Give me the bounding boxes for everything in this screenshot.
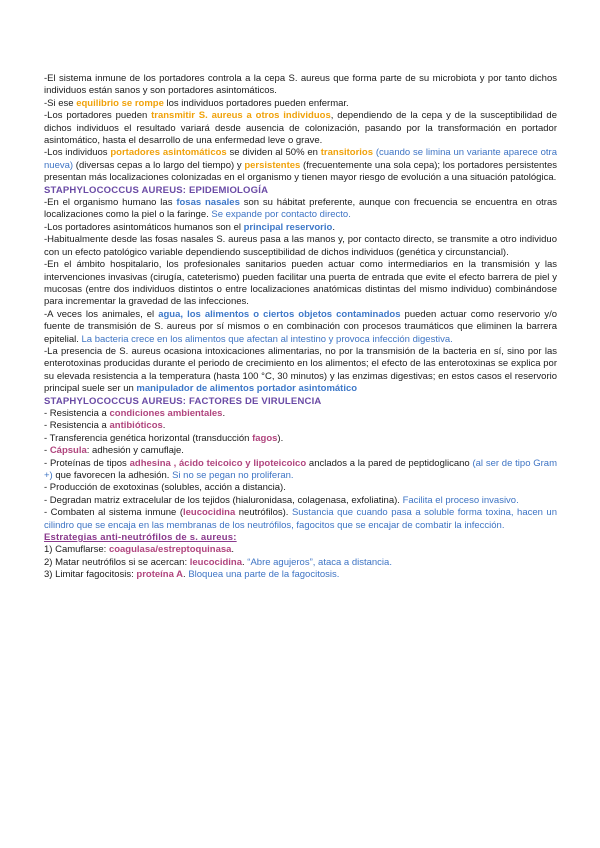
text: -Los portadores pueden bbox=[44, 110, 152, 122]
text: anclados a la pared de peptidoglicano bbox=[306, 457, 473, 469]
paragraph-transmission bbox=[44, 110, 557, 147]
highlight: coagulasa/estreptoquinasa bbox=[108, 544, 232, 556]
note: Facilita el proceso invasivo. bbox=[402, 494, 519, 506]
note-transient: (cuando se limina un variante aparece otra nueva) bbox=[44, 147, 558, 171]
paragraph-nasal bbox=[44, 197, 557, 222]
text: . bbox=[162, 420, 166, 432]
list-item bbox=[44, 569, 557, 581]
list-item bbox=[44, 507, 557, 532]
text: -Los portadores asintomáticos humanos son el bbox=[44, 221, 244, 233]
note-food: La bacteria crece en los alimentos que afectan al intestino y provoca infección digestiva. bbox=[81, 333, 453, 345]
text: 1) Camuflarse: bbox=[44, 544, 109, 556]
highlight-transient: transitorios bbox=[320, 147, 374, 159]
text: - Degradan matriz extracelular de los tejidos (hialuronidasa, colagenasa, exfoliatina). bbox=[44, 494, 403, 506]
text: . bbox=[222, 407, 226, 419]
highlight-contaminated: agua, los alimentos o ciertos objetos contaminados bbox=[158, 308, 401, 320]
text: -A veces los animales, el bbox=[44, 308, 159, 320]
text: -En el ámbito hospitalario, los profesionales sanitarios pueden actuar como intermediarios en la transmisión y las intervenciones invasivas (cirugía, cateterismo) pueden facilitar una puerta de entrada que evite el efecto barrera de piel y mucosas (entre dos individuos distintos o entre localizaciones anatómicas distintas del mismo individuo) combinándose para incrementar la gravedad de las infecciones. bbox=[44, 259, 557, 308]
highlight: leucocidina bbox=[189, 556, 242, 568]
note: (al ser de tipo Gram +) bbox=[44, 457, 558, 481]
highlight: Cápsula bbox=[49, 445, 87, 457]
list-item bbox=[44, 420, 557, 432]
highlight-persistent: persistentes bbox=[244, 159, 301, 171]
text: que favorecen la adhesión. bbox=[52, 470, 173, 481]
list-item bbox=[44, 458, 557, 483]
note: Sustancia que cuando pasa a soluble forma toxina, hacen un cilindro que se encaja en las membranas de los neutrófilos, fagocitos que se encajar de combatir la infección. bbox=[44, 507, 557, 531]
text: - Combaten al sistema inmune ( bbox=[44, 507, 183, 519]
highlight-reservoir: principal reservorio bbox=[243, 221, 333, 233]
text: - bbox=[44, 445, 50, 457]
highlight-nasal: fosas nasales bbox=[176, 197, 240, 209]
text: son su hábitat preferente, aunque con frecuencia se encuentra en otras localizaciones como la piel o la faringe. bbox=[44, 197, 557, 221]
text: - Proteínas de tipos bbox=[44, 457, 130, 469]
document-page bbox=[44, 73, 557, 582]
text: - Producción de exotoxinas (solubles, acción a distancia). bbox=[44, 482, 286, 494]
paragraph-animals bbox=[44, 309, 557, 346]
text: 3) Limitar fagocitosis: bbox=[44, 569, 137, 581]
highlight: fagos bbox=[252, 432, 278, 444]
list-item bbox=[44, 445, 557, 457]
list-item bbox=[44, 495, 557, 507]
note: Bloquea una parte de la fagocitosis. bbox=[188, 569, 340, 581]
text: : adhesión y camuflaje. bbox=[86, 445, 184, 457]
highlight: leucocidina bbox=[183, 507, 236, 519]
highlight-equilibrium: equilibrio se rompe bbox=[76, 97, 164, 109]
highlight-transmit: transmitir S. aureus a otros individuos bbox=[151, 110, 331, 122]
heading-virulence: STAPHYLOCOCCUS AUREUS: FACTORES DE VIRULENCIA bbox=[44, 395, 322, 407]
highlight: proteína A bbox=[136, 569, 184, 581]
text: . bbox=[183, 569, 189, 581]
note-contact: Se expande por contacto directo. bbox=[211, 209, 351, 221]
list-item bbox=[44, 433, 557, 445]
text: , dependiendo de la cepa y de la susceptibilidad de dichos individuos el resultado variará desde ausencia de colonización, pasando por la transformación en portador asintomático, hasta el desarrollo de una enfermedad leve o grave. bbox=[44, 110, 557, 147]
list-item bbox=[44, 482, 557, 494]
paragraph-immune-control bbox=[44, 73, 557, 98]
text: . bbox=[242, 556, 248, 568]
paragraph-food-poisoning bbox=[44, 346, 557, 396]
note: “Abre agujeros”, ataca a distancia. bbox=[247, 556, 392, 568]
text: (frecuentemente una sola cepa); los portadores persistentes presentan más localizaciones colonizadas en el organismo y tienen mayor riesgo de evolución a una situación patológica. bbox=[44, 159, 557, 184]
text: ). bbox=[277, 432, 284, 444]
heading-strategies: Estrategias anti-neutrófilos de s. aureus: bbox=[44, 532, 237, 544]
text: (diversas cepas a lo largo del tiempo) y bbox=[73, 159, 245, 171]
text: -Habitualmente desde las fosas nasales S. aureus pasa a las manos y, por contacto directo, se transmite a otro individuo con un efecto patológico variable dependiendo susceptibilidad de dichos individuos (genética y circunstancial). bbox=[44, 234, 557, 258]
paragraph-hands bbox=[44, 234, 557, 259]
text: -En el organismo humano las bbox=[44, 197, 177, 209]
paragraph-equilibrium bbox=[44, 98, 557, 110]
text: -Si ese bbox=[44, 97, 77, 109]
text: - Resistencia a bbox=[44, 420, 110, 432]
paragraph-carriers bbox=[44, 147, 557, 184]
text: -La presencia de S. aureus ocasiona intoxicaciones alimentarias, no por la transmisión de la bacteria en sí, sino por las enterotoxinas producidas durante el periodo de crecimiento en los alimentos; el efecto de las enterotoxinas se explica por su elevada resistencia a la temperatura (hasta 100 °C, 30 minutos) y las enzimas digestivas; en estos casos el reservorio principal suele ser un bbox=[44, 345, 557, 395]
text: - Transferencia genética horizontal (transducción bbox=[44, 432, 253, 444]
text: . bbox=[231, 544, 235, 556]
list-item bbox=[44, 544, 557, 556]
text: 2) Matar neutrófilos si se acercan: bbox=[44, 556, 190, 568]
text: se dividen al 50% en bbox=[226, 147, 321, 159]
text: pueden actuar como reservorio y/o fuente de transmisión de S. aureus por sí mismos o en combinación con procesos traumáticos que eliminen la barrera epitelial. bbox=[44, 308, 557, 345]
text: los individuos portadores pueden enfermar. bbox=[163, 97, 349, 109]
highlight-food-handler: manipulador de alimentos portador asintomático bbox=[136, 383, 358, 395]
list-item bbox=[44, 557, 557, 569]
paragraph-reservoir bbox=[44, 222, 557, 234]
text: -El sistema inmune de los portadores controla a la cepa S. aureus que forma parte de su microbiota y por tanto dichos individuos están sanos y son portadores asintomáticos. bbox=[44, 73, 557, 97]
text: . bbox=[332, 221, 335, 233]
heading-epidemiology: STAPHYLOCOCCUS AUREUS: EPIDEMIOLOGÍA bbox=[44, 184, 269, 196]
note: Si no se pegan no proliferan. bbox=[172, 470, 294, 481]
list-item bbox=[44, 408, 557, 420]
highlight: adhesina , ácido teicoico y lipoteicoico bbox=[129, 457, 307, 469]
highlight: antibióticos bbox=[109, 420, 163, 432]
highlight: condiciones ambientales bbox=[109, 407, 223, 419]
text: neutrófilos). bbox=[235, 507, 292, 519]
text: -Los individuos bbox=[44, 147, 111, 159]
text: - Resistencia a bbox=[44, 407, 110, 419]
highlight-asymptomatic: portadores asintomáticos bbox=[110, 147, 227, 159]
paragraph-hospital bbox=[44, 259, 557, 309]
